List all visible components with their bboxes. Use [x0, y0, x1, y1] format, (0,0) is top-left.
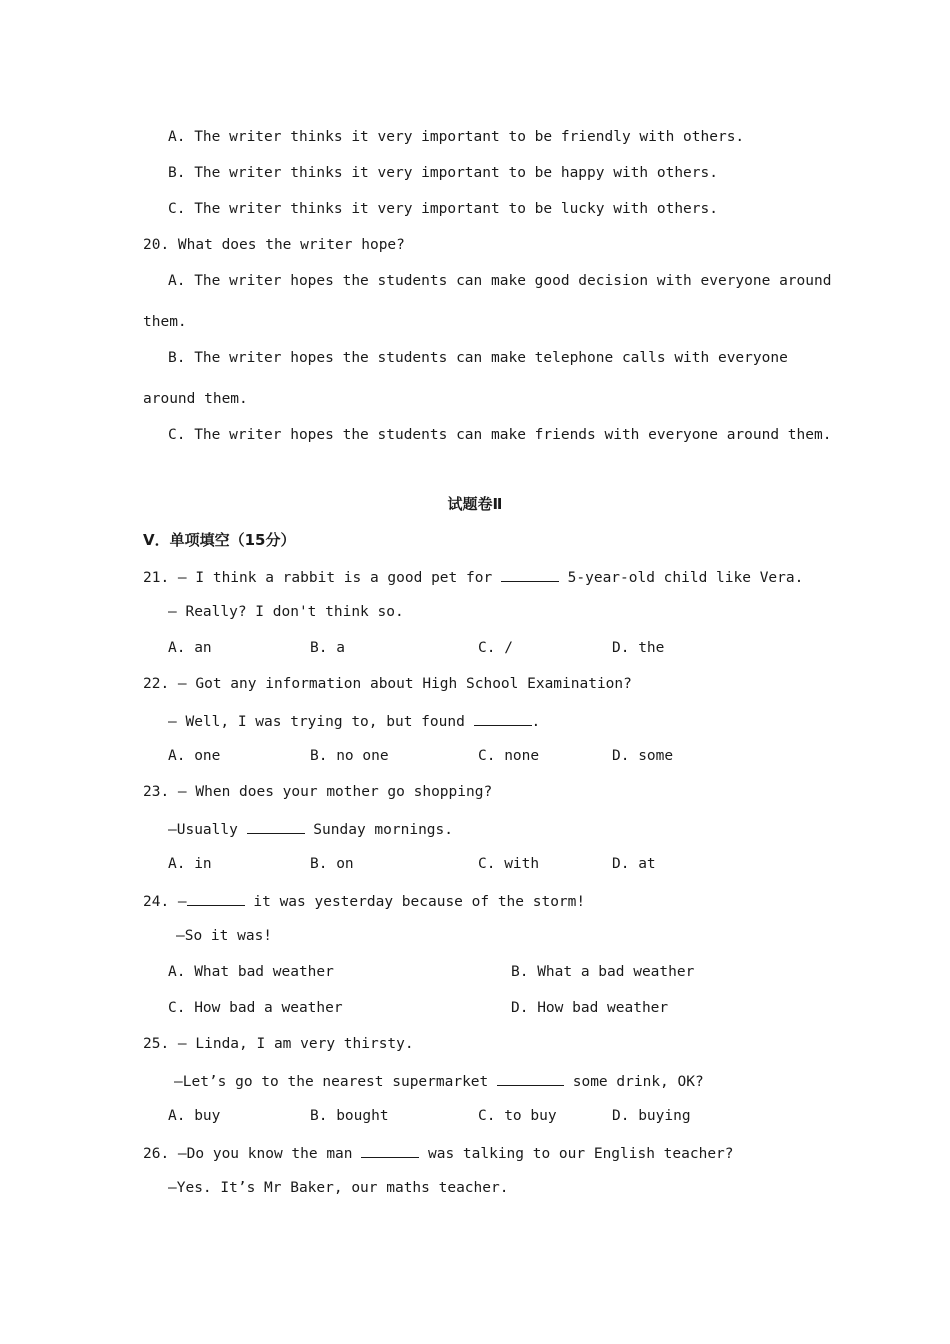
q22-option-b: B. no one: [310, 748, 389, 764]
q24-stem: [143, 891, 585, 911]
q22-option-d: D. some: [612, 748, 674, 764]
q23-option-d: D. at: [612, 856, 656, 872]
q22-reply-post: .: [531, 714, 541, 730]
q26-reply: —Yes. It’s Mr Baker, our maths teacher.: [168, 1180, 509, 1196]
q25-option-c: C. to buy: [478, 1108, 557, 1124]
q21-stem-post: 5-year-old child like Vera.: [558, 570, 804, 586]
q25-option-d: D. buying: [612, 1108, 691, 1124]
q22-option-a: A. one: [168, 748, 221, 764]
q23-reply-post: Sunday mornings.: [304, 822, 453, 838]
q25-reply-post: some drink, OK?: [564, 1074, 704, 1090]
q20-option-c: C. The writer hopes the students can make friends with everyone around them.: [168, 427, 832, 443]
q20-option-b-line1: B. The writer hopes the students can make telephone calls with everyone: [168, 350, 788, 366]
q21-stem-pre: 21. — I think a rabbit is a good pet for: [143, 570, 501, 586]
q22-stem: 22. — Got any information about High School Examination?: [143, 676, 632, 692]
q24-option-a: A. What bad weather: [168, 964, 334, 980]
q23-option-a: A. in: [168, 856, 212, 872]
q23-option-c: C. with: [478, 856, 540, 872]
q20-option-a-line2: them.: [143, 314, 187, 330]
q25-reply: [174, 1071, 704, 1091]
section-heading: V．单项填空（15分）: [143, 531, 296, 549]
q24-option-b: B. What a bad weather: [511, 964, 695, 980]
q20-option-b-line2: around them.: [143, 391, 248, 407]
q24-stem-post: it was yesterday because of the storm!: [244, 894, 586, 910]
q22-reply: [168, 711, 540, 731]
q20-question: 20. What does the writer hope?: [143, 237, 405, 253]
q23-stem: 23. — When does your mother go shopping?: [143, 784, 493, 800]
answer-blank: [501, 567, 559, 582]
q24-option-d: D. How bad weather: [511, 1000, 669, 1016]
q20-option-a-line1: A. The writer hopes the students can make good decision with everyone around: [168, 273, 832, 289]
q21-stem: [143, 567, 803, 587]
q25-reply-pre: —Let’s go to the nearest supermarket: [174, 1074, 498, 1090]
q19-option-a: A. The writer thinks it very important to be friendly with others.: [168, 129, 745, 145]
q25-option-a: A. buy: [168, 1108, 221, 1124]
q21-option-c: C. /: [478, 640, 513, 656]
answer-blank: [187, 891, 245, 906]
q23-reply-pre: —Usually: [168, 822, 247, 838]
q21-reply: — Really? I don't think so.: [168, 604, 404, 620]
q19-option-c: C. The writer thinks it very important to be lucky with others.: [168, 201, 718, 217]
q24-stem-pre: 24. —: [143, 894, 187, 910]
answer-blank: [247, 819, 305, 834]
paper-title: 试题卷Ⅱ: [447, 495, 503, 513]
q26-stem-pre: 26. —Do you know the man: [143, 1146, 362, 1162]
answer-blank: [474, 711, 532, 726]
q26-stem: [143, 1143, 734, 1163]
q22-option-c: C. none: [478, 748, 540, 764]
answer-blank: [361, 1143, 419, 1158]
q19-option-b: B. The writer thinks it very important to be happy with others.: [168, 165, 718, 181]
q24-option-c: C. How bad a weather: [168, 1000, 343, 1016]
q23-reply: [168, 819, 453, 839]
q21-option-b: B. a: [310, 640, 345, 656]
q21-option-a: A. an: [168, 640, 212, 656]
q24-reply: —So it was!: [176, 928, 273, 944]
q26-stem-post: was talking to our English teacher?: [419, 1146, 734, 1162]
q22-reply-pre: — Well, I was trying to, but found: [168, 714, 474, 730]
q25-option-b: B. bought: [310, 1108, 389, 1124]
q23-option-b: B. on: [310, 856, 354, 872]
q25-stem: 25. — Linda, I am very thirsty.: [143, 1036, 414, 1052]
q21-option-d: D. the: [612, 640, 665, 656]
answer-blank: [497, 1071, 564, 1086]
